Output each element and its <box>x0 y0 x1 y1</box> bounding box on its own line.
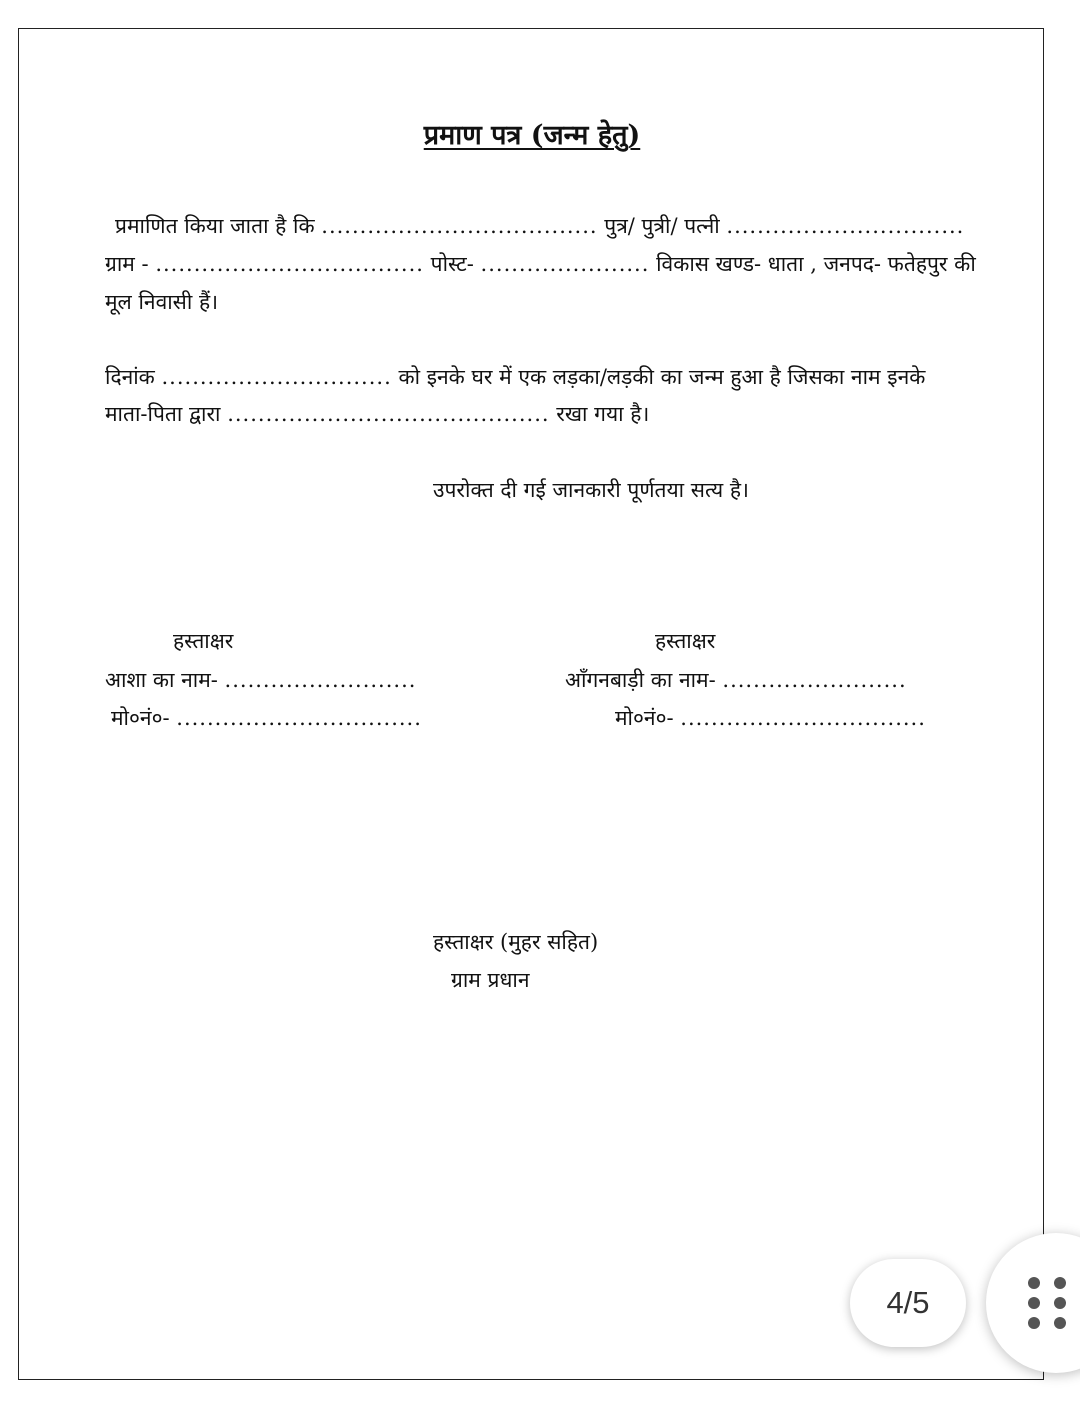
para1-line2: ग्राम - ................................... पोस्ट- ...................... विकास खण्ड- धाता , जनपद- फतेहपुर की <box>105 252 976 276</box>
pradhan-designation: ग्राम प्रधान <box>451 968 530 992</box>
anganwadi-name-line: आँगनबाड़ी का नाम- ........................ <box>565 668 907 692</box>
asha-name-line: आशा का नाम- ......................... <box>105 668 417 692</box>
para2-line2: माता-पिता द्वारा .......................................... रखा गया है। <box>105 402 650 426</box>
anganwadi-signature-heading: हस्ताक्षर <box>655 629 716 653</box>
pradhan-signature: हस्ताक्षर (मुहर सहित) <box>433 930 599 954</box>
asha-signature-heading: हस्ताक्षर <box>173 629 234 653</box>
para1-line1: प्रमाणित किया जाता है कि .................................... पुत्र/ पुत्री/ पत्नी ............................... <box>115 214 965 238</box>
declaration-text: उपरोक्त दी गई जानकारी पूर्णतया सत्य है। <box>433 478 750 502</box>
document-page <box>18 28 1044 1380</box>
page-counter: 4/5 <box>850 1259 966 1347</box>
asha-mobile-line: मो०नं०- ................................ <box>111 706 422 730</box>
para2-line1: दिनांक .............................. को इनके घर में एक लड़का/लड़की का जन्म हुआ है जिसका नाम इनके <box>105 365 926 389</box>
para1-line3: मूल निवासी हैं। <box>105 290 219 314</box>
grip-dots-icon <box>1028 1277 1072 1329</box>
document-title: प्रमाण पत्र (जन्म हेतु) <box>423 120 641 151</box>
anganwadi-mobile-line: मो०नं०- ................................ <box>615 706 926 730</box>
